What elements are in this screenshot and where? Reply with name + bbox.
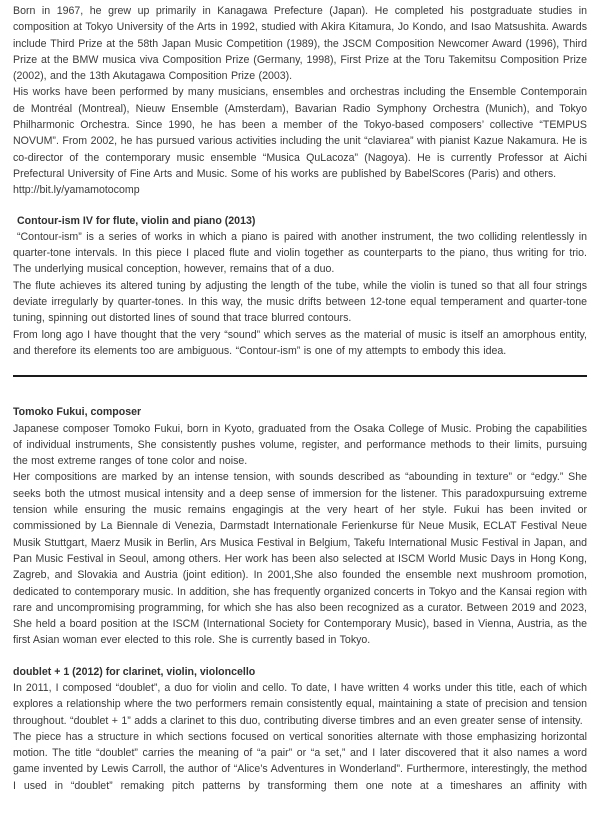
composer2-heading: Tomoko Fukui, composer bbox=[13, 406, 142, 419]
composer1-bio-paragraph-2: His works have been performed by many musicians, ensembles and orchestras including the Ensemble Contemporain de Montréal (Montreal), Nieuw Ensemble (Amsterdam), Bavarian Radio Symphony Orchestra (Munich), and Tokyo Philharmonic Orchestra. Since 1990, he has been a member of the Tokyo-based composers’ collective “TEMPUS NOVUM”. From 2002, he has pursued various activities including the unit “claviarea” with pianist Kazue Nakamura. He is co-director of the contemporary music ensemble “Musica QuLacoza” (Nagoya). He is currently Professor at Aichi Prefectural University of Fine Arts and Music. Some of his works are published by BabelScores (Paris) and others. bbox=[13, 86, 587, 180]
doublet-paragraph-1: In 2011, I composed “doublet”, a duo for violin and cello. To date, I have written 4 works under this title, each of which explores a relationship where the two performers remain consistently equal, maintaining a state of precision and tension throughout. “doublet + 1” adds a clarinet to this duo, contributing diverse timbres and an even greater sense of intensity. bbox=[13, 681, 587, 727]
contourism-paragraph-3: From long ago I have thought that the very “sound” which serves as the material of music is itself an amorphous entity, and therefore its elements too are ambiguous. “Contour-ism” is one of my attempts to embody this idea. bbox=[13, 328, 587, 357]
work-title-contourism: Contour-ism IV for flute, violin and piano (2013) bbox=[17, 214, 256, 227]
doublet-paragraph-2: The piece has a structure in which sections focused on vertical sonorities alternate with those emphasizing horizontal motion. The title “doublet” carries the meaning of “a pair” or “a set,” and I later discovered that it also names a word game invented by Lewis Carroll, the author of “Alice’s Adventures in Wonderland”. Furthermore, interestingly, the method I used in “doublet” remaking pitch patterns by transforming them one note at a timeshares an affinity with bbox=[13, 730, 587, 792]
composer2-bio-paragraph-2: Her compositions are marked by an intense tension, with sounds described as “abounding in texture” or “edgy.” She seeks both the utmost musical intensity and a deep sense of immersion for the listener. This paradoxpursuing extreme tension while ensuring the music remains engagingis at the very heart of her style. Fukui has been invited or commissioned by La Biennale di Venezia, Darmstadt Internationale Ferienkurse für Neue Musik, ECLAT Festival Neue Musik Stuttgart, Maerz Musik in Berlin, Ars Musica Festival in Belgium, Takefu International Music Festival in Japan, and Pan Music Festival in Seoul, among others. Her work has been also selected at ISCM World Music Days in Hong Kong, Zagreb, and Slovakia and Austria (joint edition). In 2001,She also founded the ensemble next mushroom promotion, dedicated to contemporary music. In addition, she has frequently organized concerts in Tokyo and the Kansai region with rare and uncompromising programming, for which she has also been recognized as a curator. Between 2019 and 2023, She held a board position at the ISCM (International Society for Contemporary Music), based in Vienna, Austria, as the first Asian woman ever elected to this role. She is currently based in Tokyo. bbox=[13, 471, 587, 647]
section-divider bbox=[13, 375, 587, 377]
url-text[interactable]: http://bit.ly/yamamotocomp bbox=[13, 184, 140, 197]
composer1-bio-paragraph-1: Born in 1967, he grew up primarily in Kanagawa Prefecture (Japan). He completed his postgraduate studies in composition at Tokyo University of the Arts in 1992, studied with Akira Kitamura, Jo Kondo, and Isao Matsushita. Awards include Third Prize at the 58th Japan Music Competition (1989), the JSCM Composition Newcomer Award (1996), Third Prize at the BMW musica viva Composition Prize (Germany, 1998), First Prize at the Toru Takemitsu Composition Prize (2002), and the 13th Akutagawa Composition Prize (2003). bbox=[13, 5, 587, 83]
work-title-doublet: doublet + 1 (2012) for clarinet, violin, violoncello bbox=[13, 665, 256, 678]
blank-line bbox=[13, 199, 587, 213]
composer1-website-link[interactable] bbox=[13, 182, 587, 198]
composer2-bio-paragraph-1: Japanese composer Tomoko Fukui, born in Kyoto, graduated from the Osaka College of Music. Probing the capabilities of individual instruments, She consistently pushes volume, register, and performance methods to their limits, pursuing the most extreme ranges of tone color and noise. bbox=[13, 422, 587, 468]
contourism-paragraph-1: “Contour-ism” is a series of works in which a piano is paired with another instrument, the two colliding relentlessly in quarter-tone intervals. In this piece I placed flute and violin together as counterparts to the piano, thus writing for trio. The underlying musical conception, however, remains that of a duo. bbox=[13, 230, 587, 276]
blank-line bbox=[13, 649, 587, 664]
contourism-paragraph-2: The flute achieves its altered tuning by adjusting the length of the tube, while the violin is tuned so that all four strings deviate irregularly by quarter-tones. In this way, the music drifts between 12-tone equal temperament and quarter-tone tuning, spinning out distorted lines of sound that trace blurred contours. bbox=[13, 279, 587, 325]
